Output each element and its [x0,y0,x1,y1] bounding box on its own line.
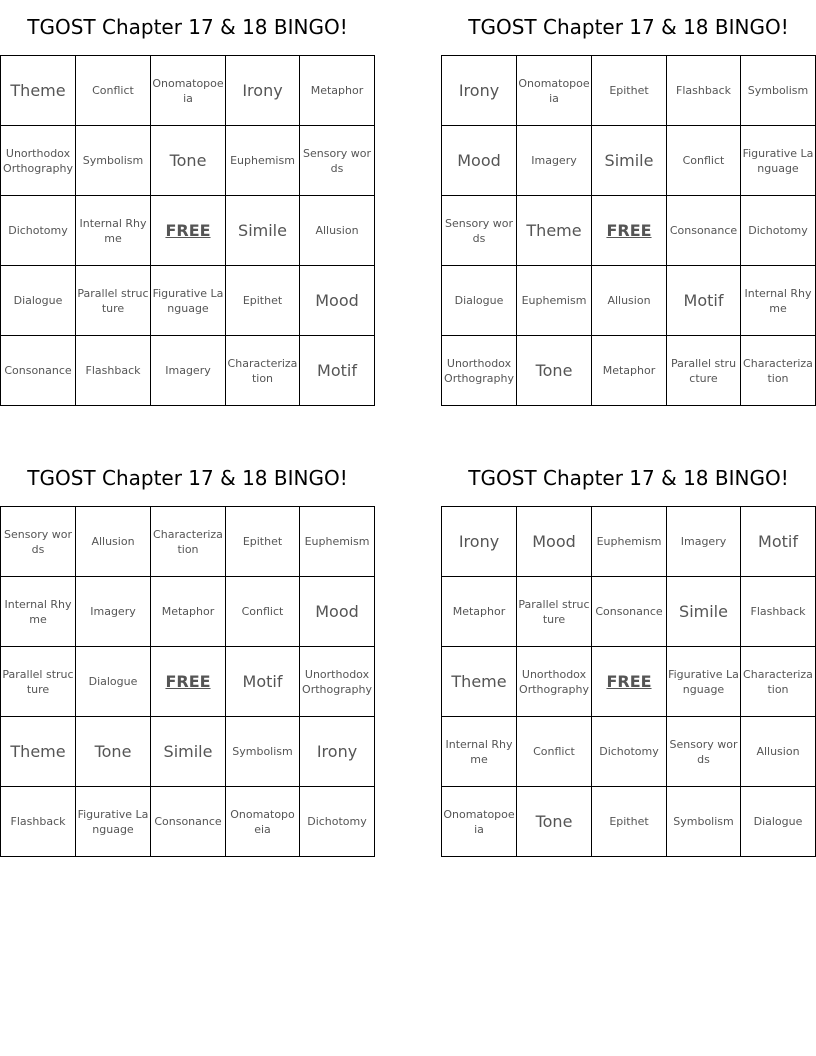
bingo-cell: Metaphor [151,577,226,647]
bingo-cell: Characterization [741,336,816,406]
bingo-cell: Theme [1,717,76,787]
free-space-cell: FREE [151,647,226,717]
bingo-cell: Unorthodox Orthography [1,126,76,196]
bingo-cell: Onomatopoeia [517,56,592,126]
bingo-cell: Mood [442,126,517,196]
bingo-grid [441,55,816,406]
bingo-cell: Conflict [226,577,300,647]
bingo-cell: Consonance [667,196,741,266]
bingo-grid [441,506,816,857]
bingo-cell: Mood [517,507,592,577]
bingo-cell: Mood [300,577,375,647]
bingo-cell: Imagery [517,126,592,196]
bingo-cell: Epithet [226,266,300,336]
bingo-cell: Dichotomy [300,787,375,857]
bingo-cell: Consonance [592,577,667,647]
bingo-cell: Characterization [741,647,816,717]
bingo-cell: Epithet [226,507,300,577]
bingo-cell: Irony [442,56,517,126]
bingo-cell: Internal Rhyme [1,577,76,647]
bingo-cell: Euphemism [517,266,592,336]
free-space-cell: FREE [592,647,667,717]
bingo-cell: Flashback [667,56,741,126]
bingo-cell: Symbolism [226,717,300,787]
bingo-cell: Euphemism [226,126,300,196]
bingo-cell: Internal Rhyme [76,196,151,266]
bingo-cell: Metaphor [442,577,517,647]
bingo-cell: Dialogue [76,647,151,717]
bingo-cell: Parallel structure [76,266,151,336]
bingo-cell: Figurative Language [151,266,226,336]
bingo-cell: Allusion [592,266,667,336]
bingo-cell: Unorthodox Orthography [442,336,517,406]
bingo-cell: Symbolism [741,56,816,126]
bingo-cell: Simile [667,577,741,647]
card-title: TGOST Chapter 17 & 18 BINGO! [468,466,789,490]
bingo-cell: Parallel structure [1,647,76,717]
bingo-cell: Metaphor [300,56,375,126]
bingo-cell: Parallel structure [667,336,741,406]
bingo-cell: Mood [300,266,375,336]
bingo-cell: Irony [442,507,517,577]
bingo-cell: Dialogue [1,266,76,336]
bingo-cell: Simile [226,196,300,266]
bingo-cell: Internal Rhyme [442,717,517,787]
bingo-cell: Unorthodox Orthography [300,647,375,717]
bingo-cell: Tone [151,126,226,196]
bingo-cell: Tone [517,787,592,857]
bingo-cell: Allusion [76,507,151,577]
bingo-cell: Simile [592,126,667,196]
bingo-cell: Dialogue [442,266,517,336]
bingo-cell: Flashback [76,336,151,406]
bingo-cell: Sensory words [442,196,517,266]
bingo-grid [0,55,375,406]
bingo-cell: Metaphor [592,336,667,406]
bingo-cell: Unorthodox Orthography [517,647,592,717]
bingo-cell: Flashback [1,787,76,857]
bingo-cell: Tone [76,717,151,787]
bingo-cell: Dichotomy [592,717,667,787]
bingo-cell: Dichotomy [1,196,76,266]
bingo-cell: Imagery [151,336,226,406]
bingo-cell: Symbolism [667,787,741,857]
bingo-cell: Tone [517,336,592,406]
bingo-cell: Imagery [667,507,741,577]
bingo-cell: Figurative Language [741,126,816,196]
bingo-cell: Motif [226,647,300,717]
bingo-cell: Characterization [226,336,300,406]
bingo-cell: Onomatopoeia [226,787,300,857]
bingo-cell: Motif [667,266,741,336]
bingo-cell: Epithet [592,56,667,126]
free-space-cell: FREE [151,196,226,266]
bingo-card-3 [0,451,375,857]
bingo-cell: Internal Rhyme [741,266,816,336]
bingo-cell: Euphemism [592,507,667,577]
bingo-cell: Figurative Language [76,787,151,857]
bingo-cell: Irony [300,717,375,787]
bingo-cell: Figurative Language [667,647,741,717]
bingo-cell: Characterization [151,507,226,577]
bingo-cell: Onomatopoeia [151,56,226,126]
bingo-cell: Sensory words [667,717,741,787]
bingo-cell: Conflict [517,717,592,787]
bingo-cell: Conflict [667,126,741,196]
bingo-cell: Motif [300,336,375,406]
bingo-cell: Dichotomy [741,196,816,266]
bingo-cell: Conflict [76,56,151,126]
bingo-cell: Motif [741,507,816,577]
bingo-cell: Euphemism [300,507,375,577]
bingo-card-1 [0,0,375,406]
bingo-card-2 [441,0,816,406]
bingo-cell: Parallel structure [517,577,592,647]
card-title: TGOST Chapter 17 & 18 BINGO! [27,15,348,39]
bingo-cell: Theme [517,196,592,266]
card-title: TGOST Chapter 17 & 18 BINGO! [468,15,789,39]
bingo-cell: Dialogue [741,787,816,857]
bingo-cell: Imagery [76,577,151,647]
bingo-card-4 [441,451,816,857]
bingo-cell: Theme [1,56,76,126]
bingo-cell: Theme [442,647,517,717]
bingo-cell: Consonance [151,787,226,857]
bingo-cell: Allusion [741,717,816,787]
bingo-cell: Symbolism [76,126,151,196]
bingo-grid [0,506,375,857]
bingo-cell: Consonance [1,336,76,406]
bingo-cell: Epithet [592,787,667,857]
bingo-cell: Allusion [300,196,375,266]
bingo-cell: Onomatopoeia [442,787,517,857]
bingo-cell: Sensory words [300,126,375,196]
bingo-cell: Simile [151,717,226,787]
bingo-cell: Irony [226,56,300,126]
card-title: TGOST Chapter 17 & 18 BINGO! [27,466,348,490]
free-space-cell: FREE [592,196,667,266]
bingo-cell: Flashback [741,577,816,647]
bingo-cell: Sensory words [1,507,76,577]
